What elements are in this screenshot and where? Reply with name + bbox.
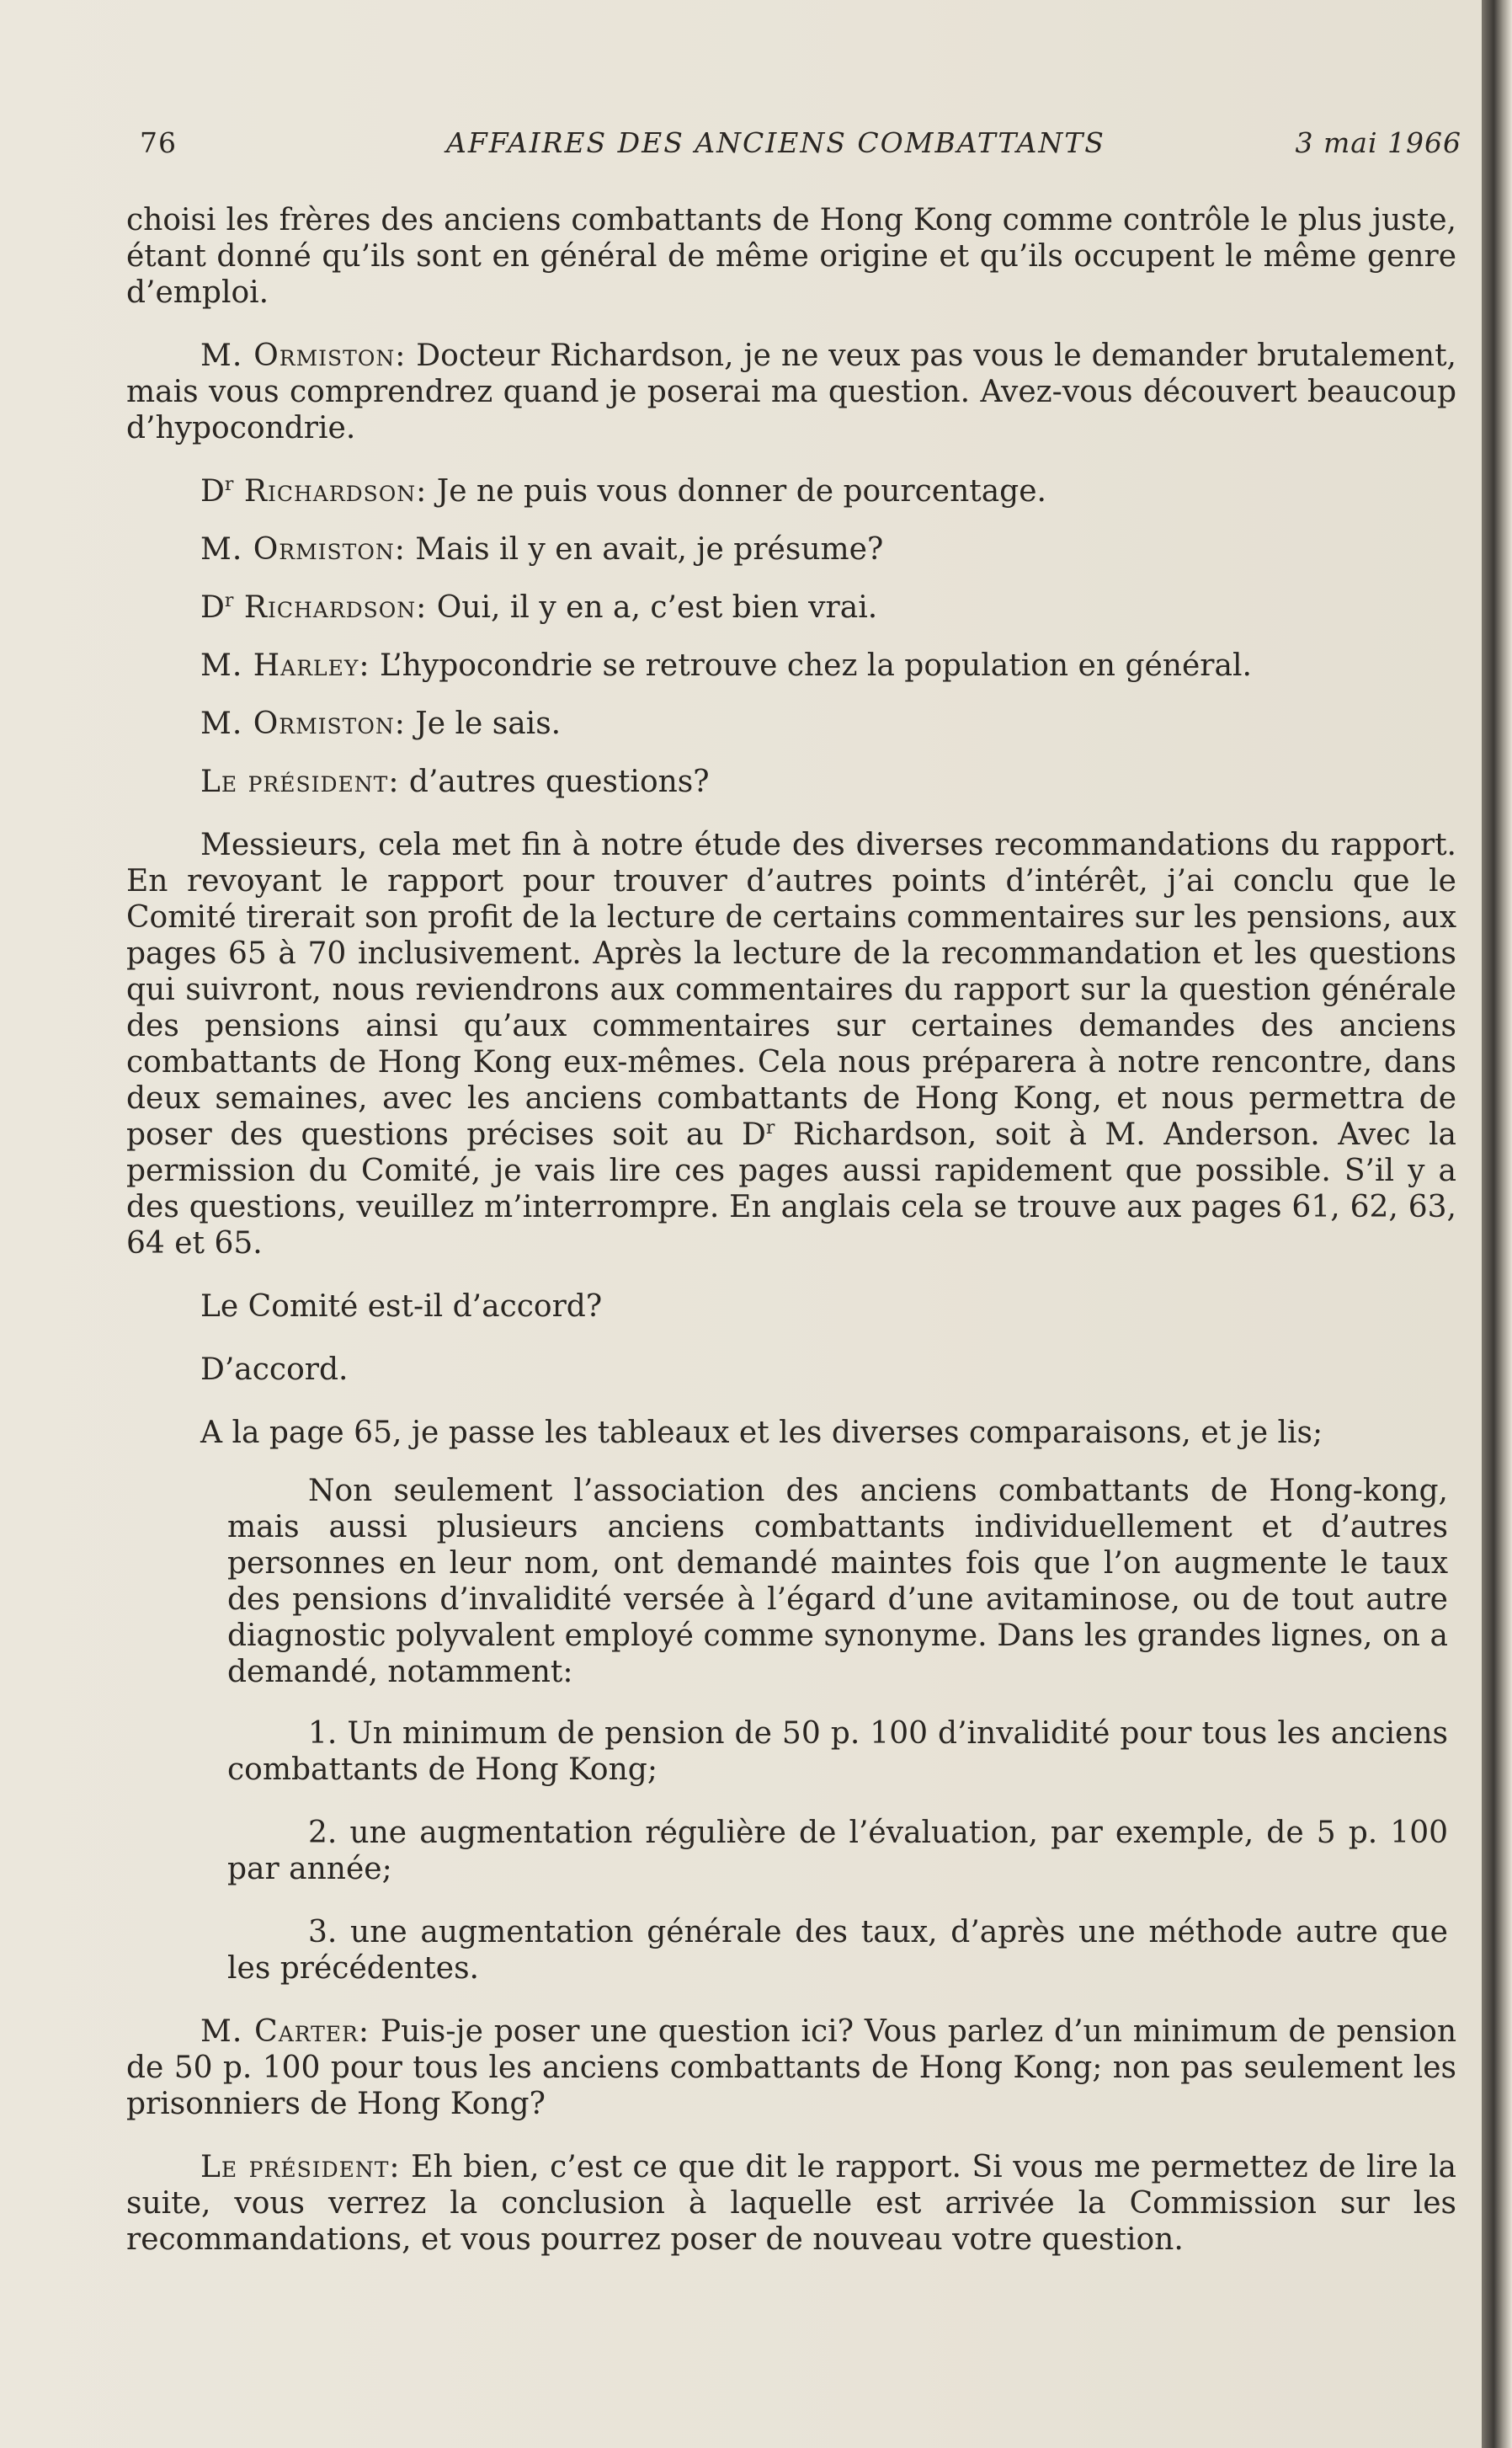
speech: Mais il y en avait, je présume? (405, 532, 884, 567)
speech: Je le sais. (405, 707, 562, 741)
speech: d’autres questions? (399, 765, 710, 799)
speech: Je ne puis vous donner de pourcentage. (427, 474, 1046, 509)
speech: L’hypocondrie se retrouve chez la population en général. (370, 648, 1252, 683)
paragraph (126, 764, 1456, 800)
speaker: Richardson: (233, 590, 428, 625)
paragraph (126, 2013, 1456, 2122)
superscript: r (224, 590, 234, 611)
paragraph (126, 338, 1456, 446)
paragraph (126, 2149, 1456, 2258)
quoted-list-item: 1. Un minimum de pension de 50 p. 100 d’invalidité pour tous les anciens combattants de Hong Kong; (227, 1716, 1448, 1787)
speech: Docteur Richardson, je ne veux pas vous le demander brutalement, mais vous comprendrez quand je poserai ma question. Avez-vous découvert beaucoup d’hypocondrie. (126, 339, 1456, 445)
speech: Messieurs, cela met fin à notre étude des diverses recommandations du rapport. En revoyant le rapport pour trouver d’autres points d’intérêt, j’ai conclu que le Comité tirerait son profit de la lecture de certains commentaires sur les pensions, aux pages 65 à 70 inclusivement. Après la lecture de la recommandation et les questions qui suivront, nous reviendrons aux commentaires du rapport sur la question générale des pensions ainsi qu’aux commentaires sur certaines demandes des anciens combattants de Hong Kong eux-mêmes. Cela nous préparera à notre rencontre, dans deux semaines, avec les anciens combattants de Hong Kong, et nous permettra de poser des questions précises soit au D (126, 828, 1456, 1152)
paragraph (126, 827, 1456, 1261)
speech: Richardson, soit à M. Anderson. Avec la permission du Comité, je vais lire ces pages aussi rapidement que possible. S’il y a des questions, veuillez m’interrompre. En anglais cela se trouve aux pages 61, 62, 63, 64 et 65. (126, 1117, 1456, 1261)
paragraph: Le Comité est-il d’accord? (200, 1289, 603, 1324)
body-text (126, 202, 1456, 2285)
page-number: 76 (140, 126, 177, 159)
speaker: M. Harley: (200, 648, 370, 683)
superscript: r (765, 1117, 775, 1139)
paragraph (126, 648, 1456, 684)
paragraph (126, 531, 1456, 568)
speech: Puis-je poser une question ici? Vous parlez d’un minimum de pension de 50 p. 100 pour tous les anciens combattants de Hong Kong; non pas seulement les prisonniers de Hong Kong? (126, 2014, 1456, 2121)
running-date: 3 mai 1966 (1295, 126, 1461, 159)
quoted-list-item: 3. une augmentation générale des taux, d’après une méthode autre que les précédentes. (227, 1915, 1448, 1986)
speaker: Le président: (200, 2150, 401, 2184)
speech: Oui, il y en a, c’est bien vrai. (427, 590, 878, 625)
paragraph (126, 589, 1456, 626)
paragraph: D’accord. (200, 1352, 349, 1387)
speaker-title: D (200, 474, 225, 509)
speaker: Le président: (200, 765, 400, 799)
speaker-title: D (200, 590, 225, 625)
speaker: M. Ormiston: (200, 532, 406, 567)
quoted-paragraph: Non seulement l’association des anciens combattants de Hong-kong, mais aussi plusieurs anciens combattants individuellement et d’autres personnes en leur nom, ont demandé maintes fois que l’on augmente le taux des pensions d’invalidité versée à l’égard d’une avitaminose, ou de tout autre diagnostic polyvalent employé comme synonyme. Dans les grandes lignes, on a demandé, notamment: (227, 1474, 1448, 1689)
running-head (140, 126, 1461, 168)
speaker: M. Ormiston: (200, 339, 407, 373)
speaker: M. Ormiston: (200, 707, 406, 741)
paragraph (126, 473, 1456, 509)
speaker: M. Carter: (200, 2014, 370, 2049)
superscript: r (224, 474, 234, 495)
paragraph (126, 706, 1456, 742)
speaker: Richardson: (233, 474, 428, 509)
paragraph: A la page 65, je passe les tableaux et les diverses comparaisons, et je lis; (200, 1416, 1323, 1450)
paragraph: choisi les frères des anciens combattants de Hong Kong comme contrôle le plus juste, étant donné qu’ils sont en général de même origine et qu’ils occupent le même genre d’emploi. (126, 203, 1456, 310)
running-title: AFFAIRES DES ANCIENS COMBATTANTS (446, 126, 1105, 159)
quoted-list-item: 2. une augmentation régulière de l’évaluation, par exemple, de 5 p. 100 par année; (227, 1816, 1448, 1886)
speech: Eh bien, c’est ce que dit le rapport. Si vous me permettez de lire la suite, vous verrez la conclusion à laquelle est arrivée la Commission sur les recommandations, et vous pourrez poser de nouveau votre question. (126, 2150, 1456, 2257)
book-spine-shadow (1482, 0, 1512, 2448)
